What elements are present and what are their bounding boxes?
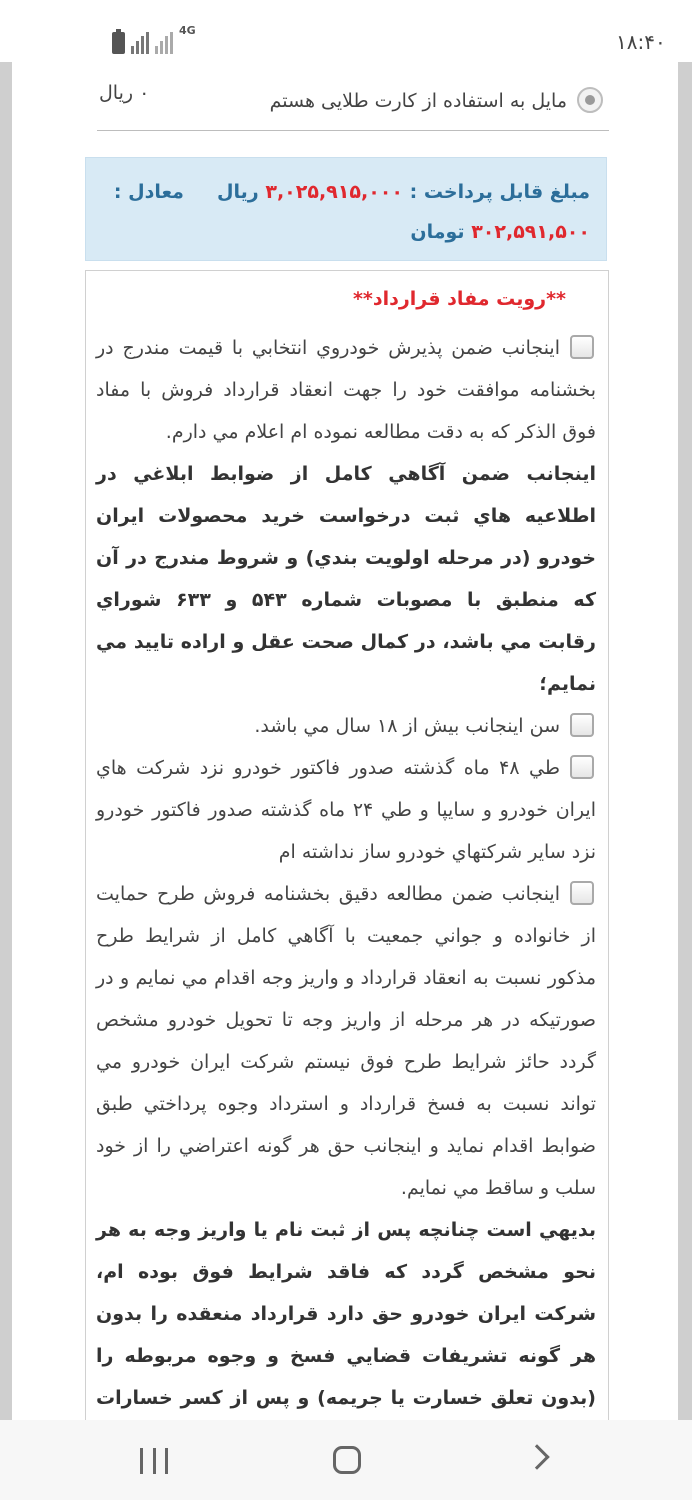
- term-confirmation-bold: اينجانب ضمن آگاهي كامل از ضوابط ابلاغي در اطلاعيه هاي ثبت درخواست خريد محصولات ايران خودرو (در مرحله اولويت بندي) و شروط مندرج در آن كه منطبق با مصوبات شماره ۵۴۳ و ۶۳۳ شوراي رقابت مي باشد، در كمال صحت عقل و اراده تاييد مي نمايم؛: [96, 463, 597, 695]
- signal-icon-secondary: [155, 32, 173, 54]
- gold-card-option[interactable]: [97, 77, 609, 131]
- contract-terms: [85, 270, 609, 1440]
- payment-label: مبلغ قابل پرداخت :: [409, 181, 590, 203]
- term-invoice-text: طي ۴۸ ماه گذشته صدور فاكتور خودرو نزد شركت هاي ايران خودرو و سايپا و طي ۲۴ ماه گذشته صدور فاكتور خودرو نزد ساير شركتهاي خودرو ساز نداشته ام: [96, 757, 596, 863]
- gold-card-radio[interactable]: [577, 87, 603, 113]
- back-icon[interactable]: [524, 1444, 549, 1469]
- term-age: [96, 705, 596, 747]
- page-content[interactable]: [12, 62, 678, 1420]
- signal-icon: [131, 32, 149, 54]
- page-frame-left: [0, 62, 12, 1420]
- recents-icon[interactable]: [140, 1448, 168, 1474]
- clock: ۱۸:۴۰: [616, 30, 666, 54]
- network-type: 4G: [179, 24, 196, 37]
- term-family-plan: [96, 873, 596, 1209]
- equivalent-label: معادل :: [113, 181, 184, 203]
- status-bar: [0, 0, 692, 62]
- battery-icon: [112, 32, 125, 54]
- term-age-text: سن اينجانب بيش از ۱۸ سال مي باشد.: [254, 715, 560, 737]
- status-icons: [112, 26, 196, 54]
- rial-unit: ريال: [217, 181, 259, 203]
- contract-title: **رويت مفاد قرارداد**: [352, 288, 566, 310]
- payment-summary: [85, 157, 607, 261]
- term-cancellation-bold: بديهي است چنانچه پس از ثبت نام يا واريز وجه به هر نحو مشخص گردد كه فاقد شرايط فوق بوده ام، شركت ايران خودرو حق دارد قرارداد منعقده را بدون هر گونه تشريفات قضايي فسخ و وجوه مربوطه را (بدون تعلق خسارت يا جريمه) و پس از كسر خسارات: [96, 1219, 596, 1409]
- page-frame-right: [678, 62, 692, 1420]
- term-acceptance-checkbox[interactable]: [570, 335, 594, 359]
- term-invoice-checkbox[interactable]: [570, 755, 594, 779]
- payment-amount-toman: ۳۰۲,۵۹۱,۵۰۰: [471, 221, 590, 243]
- home-icon[interactable]: [333, 1446, 361, 1474]
- term-acceptance: [96, 327, 596, 453]
- gold-card-label: مايل به استفاده از كارت طلايی هستم: [269, 90, 567, 112]
- term-family-plan-text: اينجانب ضمن مطالعه دقيق بخشنامه فروش طرح حمايت از خانواده و جواني جمعيت با آگاهي كامل از شرايط طرح مذكور نسبت به انعقاد قرارداد و واريز وجه اقدام مي نمايم و در صورتيكه در هر مرحله از واريز وجه تا تحويل خودرو مشخص گردد حائز شرايط طرح فوق نيستم شركت ايران خودرو مي تواند نسبت به فسخ قرارداد و استرداد وجوه پرداختي طبق ضوابط اقدام نمايد و اينجانب حق هر گونه اعتراضي را از خود سلب و ساقط مي نمايم.: [96, 883, 596, 1199]
- payment-amount-rial: ۳,۰۲۵,۹۱۵,۰۰۰: [265, 181, 403, 203]
- term-age-checkbox[interactable]: [570, 713, 594, 737]
- term-family-plan-checkbox[interactable]: [570, 881, 594, 905]
- navigation-bar: [0, 1420, 692, 1500]
- gold-card-amount: ۰ ريال: [99, 82, 150, 104]
- toman-unit: تومان: [410, 221, 465, 243]
- term-acceptance-text: اينجانب ضمن پذيرش خودروي انتخابي با قيمت مندرج در بخشنامه موافقت خود را جهت انعقاد قرارداد فروش با مفاد فوق الذكر كه به دقت مطالعه نموده ام اعلام مي دارم.: [96, 337, 596, 443]
- term-invoice-history: [96, 747, 596, 873]
